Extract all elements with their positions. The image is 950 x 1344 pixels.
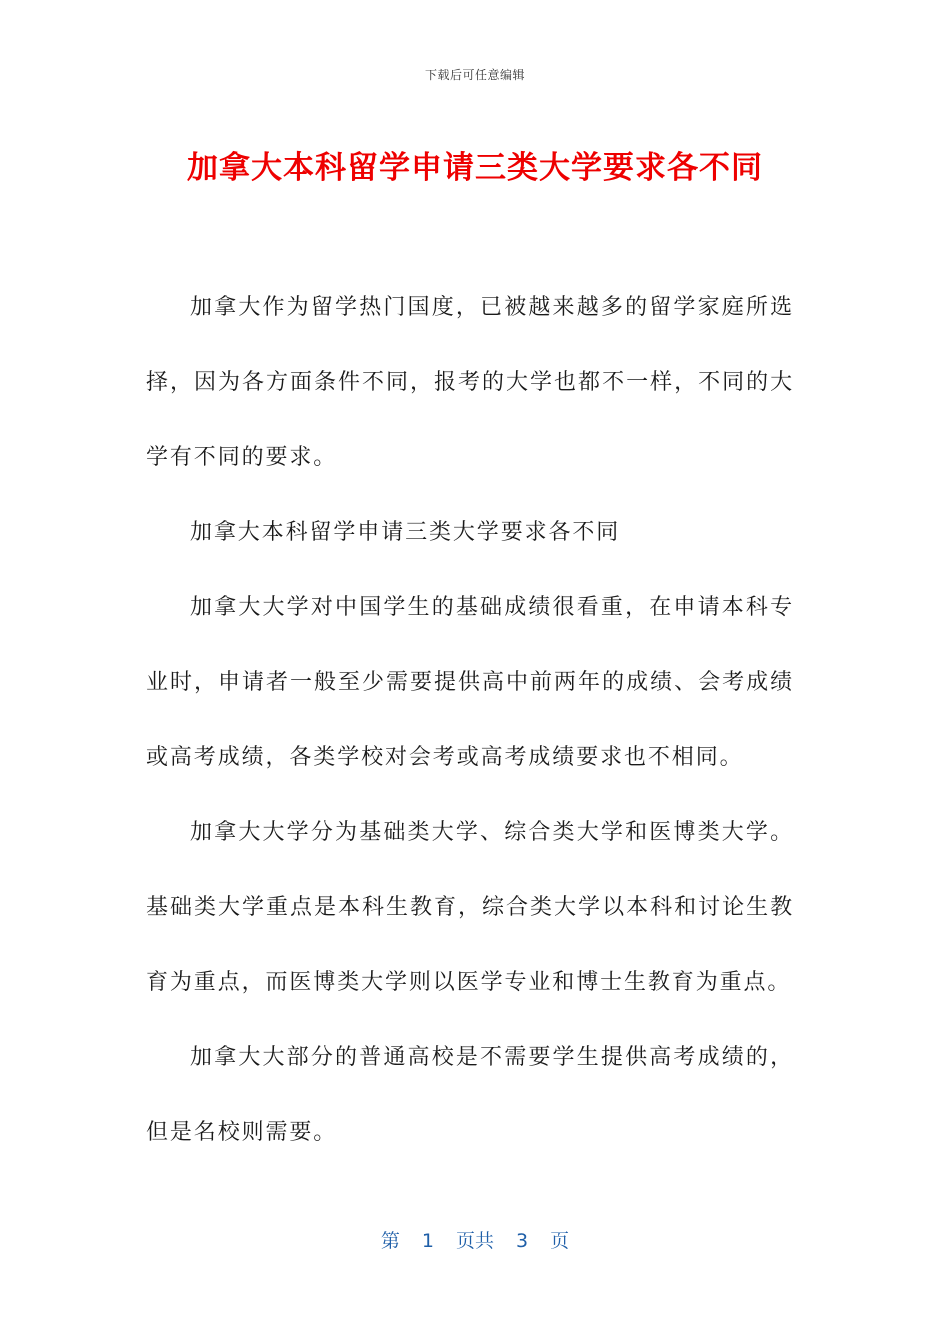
document-body bbox=[146, 270, 794, 1170]
page-suffix: 页 bbox=[550, 1230, 570, 1252]
paragraph-5: 加拿大大部分的普通高校是不需要学生提供高考成绩的，但是名校则需要。 bbox=[146, 1045, 794, 1145]
paragraph-3: 加拿大大学对中国学生的基础成绩很看重，在申请本科专业时，申请者一般至少需要提供高中前两年的成绩、会考成绩或高考成绩，各类学校对会考或高考成绩要求也不相同。 bbox=[146, 595, 794, 770]
total-pages-number: 3 bbox=[516, 1230, 529, 1252]
paragraph-2: 加拿大本科留学申请三类大学要求各不同 bbox=[190, 520, 621, 545]
document-title: 加拿大本科留学申请三类大学要求各不同 bbox=[187, 150, 763, 186]
header-note: 下载后可任意编辑 bbox=[424, 68, 525, 82]
current-page-number: 1 bbox=[421, 1230, 434, 1252]
page-prefix: 第 bbox=[380, 1230, 400, 1252]
page-middle: 页共 bbox=[455, 1230, 494, 1252]
paragraph-1: 加拿大作为留学热门国度，已被越来越多的留学家庭所选择，因为各方面条件不同，报考的大学也都不一样，不同的大学有不同的要求。 bbox=[146, 295, 794, 470]
paragraph-4: 加拿大大学分为基础类大学、综合类大学和医博类大学。基础类大学重点是本科生教育，综合类大学以本科和讨论生教育为重点，而医博类大学则以医学专业和博士生教育为重点。 bbox=[146, 820, 794, 995]
page-footer bbox=[0, 1226, 950, 1253]
